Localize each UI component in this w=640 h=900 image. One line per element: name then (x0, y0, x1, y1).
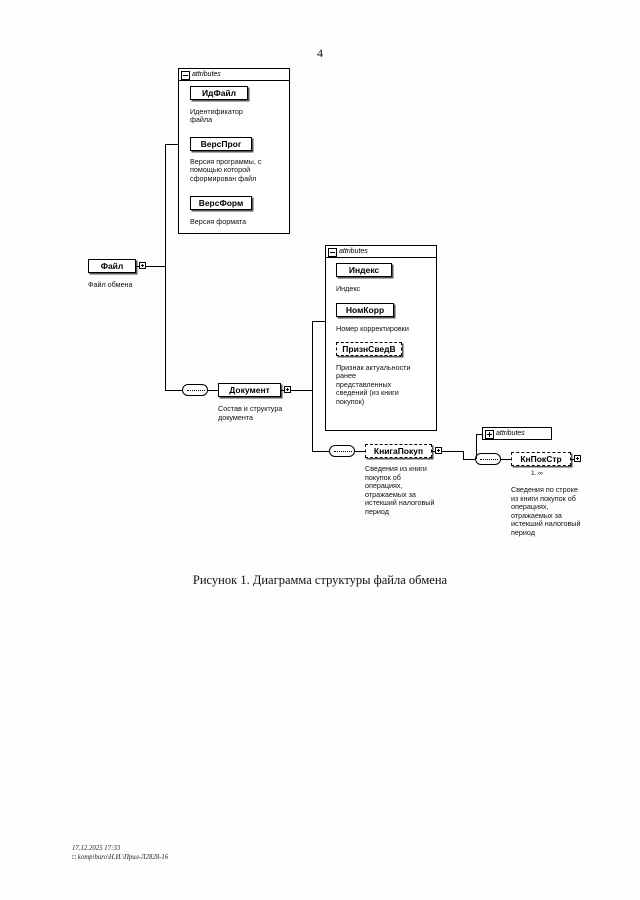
node-fajl[interactable]: Файл (88, 259, 136, 273)
connector (165, 144, 178, 145)
expand-icon-knpokstr[interactable] (574, 455, 581, 462)
collapse-icon[interactable] (181, 71, 190, 80)
connector (442, 451, 464, 452)
node-knpokstr[interactable]: КнПокСтр (511, 452, 571, 466)
connector (463, 451, 464, 459)
node-knigapokup-caption: Сведения из книги покупок об операциях, отражаемых за истекший налоговый период (365, 464, 435, 516)
figure-caption: Рисунок 1. Диаграмма структуры файла обмена (192, 573, 448, 587)
attribute-versform-desc: Версия формата (190, 217, 247, 226)
attribute-versform[interactable]: ВерсФорм (190, 196, 252, 210)
expand-icon-fajl[interactable] (139, 262, 146, 269)
node-knigapokup[interactable]: КнигаПокуп (365, 444, 432, 458)
footer-timestamp: 17.12.2025 17:33 (72, 845, 121, 852)
page-number: 4 (317, 46, 323, 60)
node-dokument[interactable]: Документ (218, 383, 281, 397)
connector (291, 390, 313, 391)
connector (312, 321, 313, 451)
expand-icon-dokument[interactable] (284, 386, 291, 393)
expand-icon-knigapokup[interactable] (435, 447, 442, 454)
footer-path: □ komp\buro\Н.И.\Прил-Л2828-16 (72, 854, 169, 861)
node-fajl-caption: Файл обмена (88, 280, 133, 289)
attribute-idfajl-desc: Идентификатор файла (190, 107, 243, 125)
attributes-box-knpokstr (482, 427, 552, 440)
multiplicity-label: 1..∞ (531, 470, 543, 477)
attribute-versprog-desc: Версия программы, с помощью которой сформирован файл (190, 157, 262, 183)
attribute-nomkorr[interactable]: НомКорр (336, 303, 394, 317)
connector (146, 266, 166, 267)
connector (501, 459, 511, 460)
attribute-priznsvedv-desc: Признак актуальности ранее представленных сведений (из книги покупок) (336, 363, 411, 406)
sequence-connector-1 (182, 384, 208, 396)
connector (312, 451, 329, 452)
node-knpokstr-caption: Сведения по строке из книги покупок об операциях, отражаемых за истекший налоговый период (511, 485, 581, 537)
connector (312, 321, 325, 322)
attribute-idfajl[interactable]: ИдФайл (190, 86, 248, 100)
attribute-priznsvedv[interactable]: ПризнСведВ (336, 342, 402, 356)
connector (165, 144, 166, 267)
attributes-label: attributes (496, 430, 525, 437)
connector (476, 434, 483, 435)
connector (208, 390, 218, 391)
attributes-label: attributes (339, 248, 368, 255)
attribute-indeks[interactable]: Индекс (336, 263, 392, 277)
attributes-header[interactable] (326, 246, 436, 258)
attribute-indeks-desc: Индекс (336, 284, 361, 293)
connector (476, 434, 477, 459)
attribute-nomkorr-desc: Номер корректировки (336, 324, 409, 333)
footer (72, 844, 168, 862)
connector (463, 459, 475, 460)
connector (165, 390, 182, 391)
sequence-connector-3 (475, 453, 501, 465)
sequence-connector-2 (329, 445, 355, 457)
attribute-versprog[interactable]: ВерсПрог (190, 137, 252, 151)
attributes-label: attributes (192, 71, 221, 78)
collapse-icon[interactable] (328, 248, 337, 257)
expand-icon[interactable] (485, 430, 494, 439)
attributes-header[interactable] (483, 428, 551, 439)
connector (355, 451, 365, 452)
connector (165, 266, 166, 390)
node-dokument-caption: Состав и структура документа (218, 404, 283, 422)
attributes-header[interactable] (179, 69, 289, 81)
